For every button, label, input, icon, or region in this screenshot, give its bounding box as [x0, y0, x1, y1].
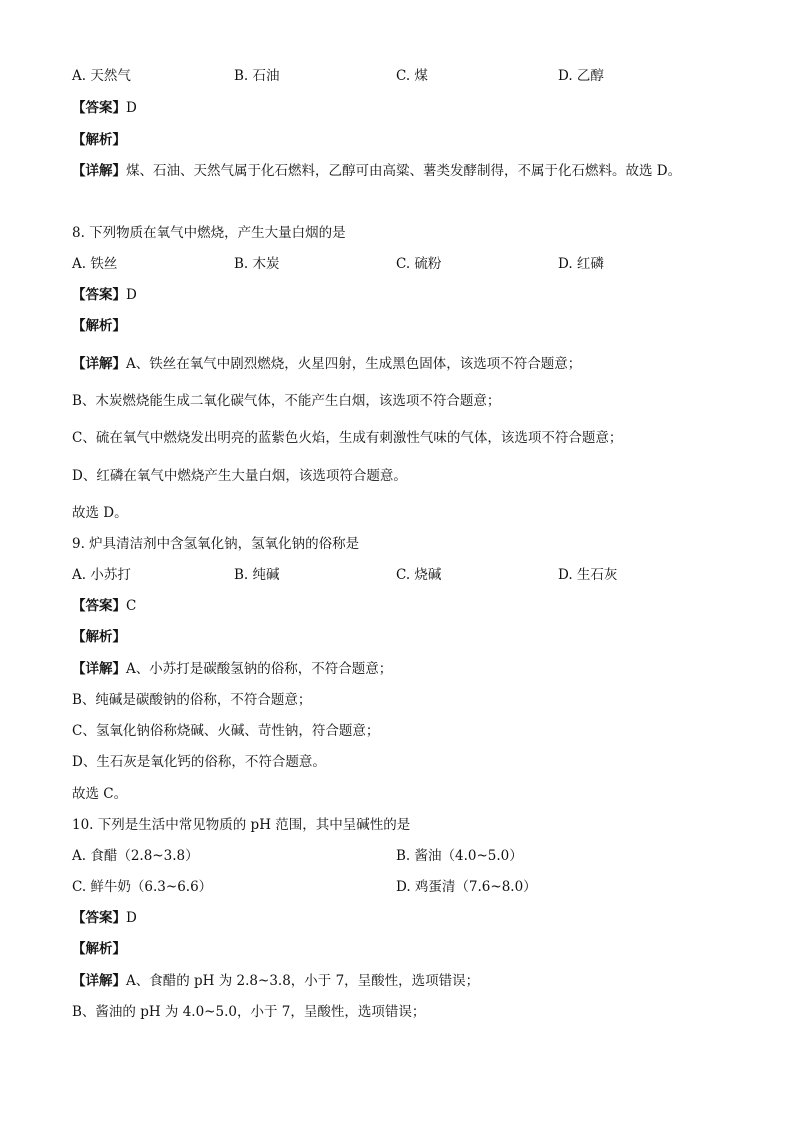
option-a: A. 天然气: [72, 68, 131, 84]
answer-line: [72, 596, 136, 616]
analysis-tag: 【解析】: [72, 629, 126, 645]
analysis-tag: 【解析】: [72, 941, 126, 957]
option-c: C. 烧碱: [396, 567, 442, 583]
option-a: A. 小苏打: [72, 567, 131, 583]
detail-text: C、硫在氧气中燃烧发出明亮的蓝紫色火焰，生成有刺激性气味的气体，该选项不符合题意；: [72, 430, 623, 446]
detail-text: D、生石灰是氧化钙的俗称，不符合题意。: [72, 754, 326, 770]
option-b: B. 石油: [234, 68, 280, 84]
detail-line: [72, 971, 479, 991]
answer-line: [72, 908, 137, 928]
answer-value: D: [126, 910, 137, 926]
detail-tag: 【详解】: [72, 163, 126, 179]
question-text: 8. 下列物质在氧气中燃烧，产生大量白烟的是: [72, 225, 346, 241]
option-d: D. 红磷: [558, 256, 604, 272]
option-d: D. 乙醇: [558, 68, 604, 84]
detail-text: A、铁丝在氧气中剧烈燃烧，火星四射，生成黑色固体，该选项不符合题意；: [126, 356, 582, 372]
option-c: C. 煤: [396, 68, 428, 84]
option-c: C. 鲜牛奶（6.3~6.6）: [72, 879, 213, 895]
detail-text: A、食醋的 pH 为 2.8~3.8，小于 7，呈酸性，选项错误；: [126, 973, 480, 989]
detail-text: B、酱油的 pH 为 4.0~5.0，小于 7，呈酸性，选项错误；: [72, 1004, 426, 1020]
question-text: 9. 炉具清洁剂中含氢氧化钠，氢氧化钠的俗称是: [72, 536, 360, 552]
answer-value: C: [126, 598, 137, 614]
option-a: A. 食醋（2.8~3.8）: [72, 848, 199, 864]
detail-line: [72, 354, 581, 374]
detail-text: B、纯碱是碳酸钠的俗称，不符合题意；: [72, 692, 312, 708]
conclusion-text: 故选 C。: [72, 786, 128, 802]
detail-text: D、红磷在氧气中燃烧产生大量白烟，该选项符合题意。: [72, 468, 407, 484]
detail-tag: 【详解】: [72, 973, 126, 989]
option-c: C. 硫粉: [396, 256, 442, 272]
analysis-heading: [72, 627, 126, 647]
answer-line: [72, 285, 137, 305]
analysis-heading: [72, 130, 126, 150]
answer-line: [72, 98, 137, 118]
option-d: D. 生石灰: [558, 567, 618, 583]
detail-text: C、氢氧化钠俗称烧碱、火碱、苛性钠，符合题意；: [72, 723, 380, 739]
conclusion-text: 故选 D。: [72, 505, 128, 521]
option-b: B. 酱油（4.0~5.0）: [396, 848, 523, 864]
detail-line: [72, 161, 681, 181]
option-d: D. 鸡蛋清（7.6~8.0）: [396, 879, 537, 895]
option-a: A. 铁丝: [72, 256, 118, 272]
question-text: 10. 下列是生活中常见物质的 pH 范围，其中呈碱性的是: [72, 817, 411, 833]
answer-tag: 【答案】: [72, 910, 126, 926]
answer-tag: 【答案】: [72, 287, 126, 303]
detail-text: 煤、石油、天然气属于化石燃料，乙醇可由高粱、薯类发酵制得，不属于化石燃料。故选 D。: [126, 163, 682, 179]
answer-tag: 【答案】: [72, 100, 126, 116]
analysis-tag: 【解析】: [72, 318, 126, 334]
analysis-heading: [72, 316, 126, 336]
detail-tag: 【详解】: [72, 356, 126, 372]
answer-value: D: [126, 287, 137, 303]
detail-tag: 【详解】: [72, 661, 126, 677]
detail-text: A、小苏打是碳酸氢钠的俗称，不符合题意；: [126, 661, 393, 677]
detail-text: B、木炭燃烧能生成二氧化碳气体，不能产生白烟，该选项不符合题意；: [72, 393, 501, 409]
analysis-tag: 【解析】: [72, 132, 126, 148]
option-b: B. 木炭: [234, 256, 280, 272]
analysis-heading: [72, 939, 126, 959]
option-b: B. 纯碱: [234, 567, 280, 583]
answer-tag: 【答案】: [72, 598, 126, 614]
detail-line: [72, 659, 392, 679]
answer-value: D: [126, 100, 137, 116]
